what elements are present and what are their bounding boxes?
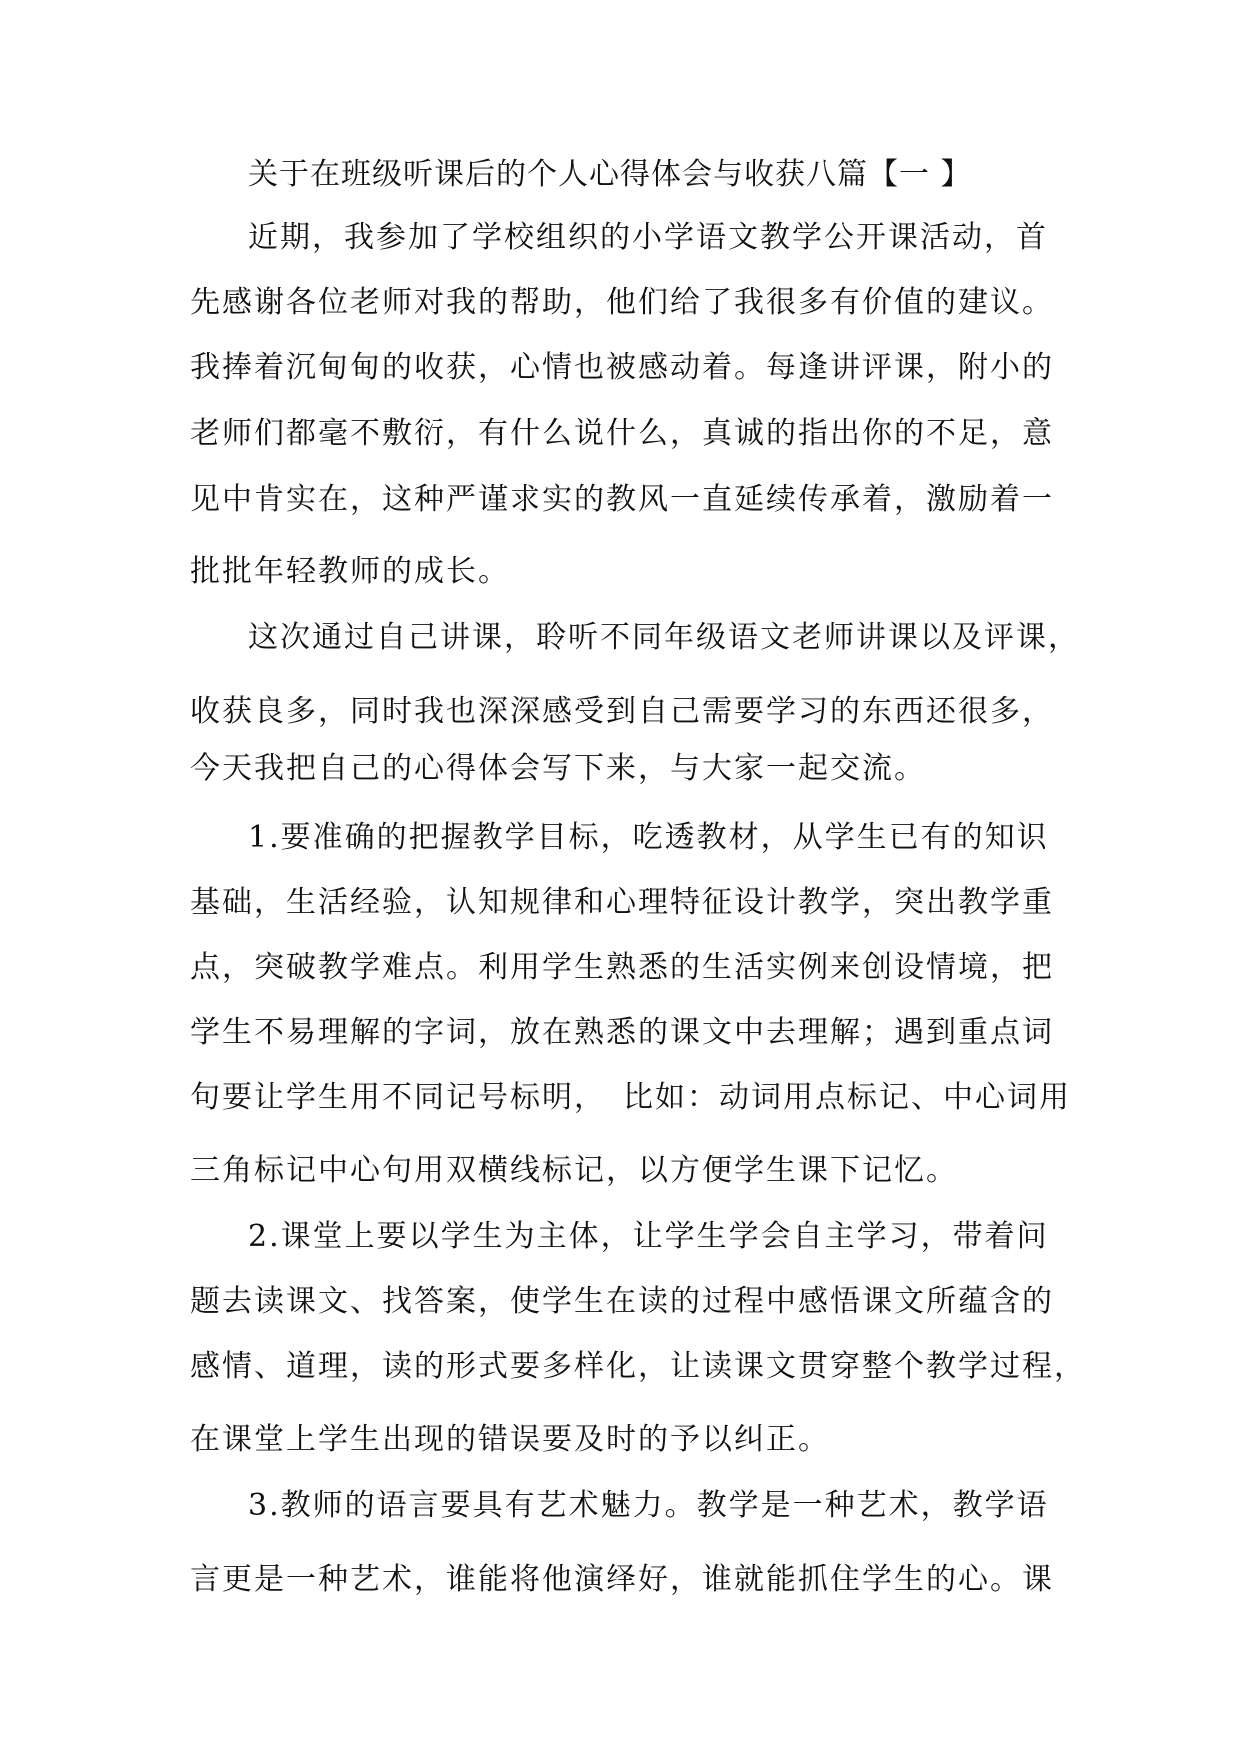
text-line: 近期，我参加了学校组织的小学语文教学公开课活动，首 bbox=[248, 220, 1048, 255]
text-line: 我捧着沉甸甸的收获，心情也被感动着。每逢讲评课，附小的 bbox=[190, 350, 1054, 385]
text-line: 2.课堂上要以学生为主体，让学生学会自主学习，带着问 bbox=[248, 1219, 1049, 1254]
text-line: 3.教师的语言要具有艺术魅力。教学是一种艺术，教学语 bbox=[248, 1488, 1049, 1523]
text-line: 收获良多，同时我也深深感受到自己需要学习的东西还很多， bbox=[190, 694, 1054, 729]
text-line: 今天我把自己的心得体会写下来，与大家一起交流。 bbox=[190, 751, 926, 786]
text-line: 学生不易理解的字词，放在熟悉的课文中去理解；遇到重点词 bbox=[190, 1015, 1054, 1050]
text-line: 见中肯实在，这种严谨求实的教风一直延续传承着，激励着一 bbox=[190, 482, 1054, 517]
text-line: 在课堂上学生出现的错误要及时的予以纠正。 bbox=[190, 1422, 830, 1457]
text-line: 句要让学生用不同记号标明， 比如：动词用点标记、中心词用 bbox=[190, 1080, 1071, 1115]
text-line: 1.要准确的把握教学目标，吃透教材，从学生已有的知识 bbox=[248, 820, 1049, 855]
text-line: 三角标记中心句用双横线标记，以方便学生课下记忆。 bbox=[190, 1153, 958, 1188]
text-line: 老师们都毫不敷衍，有什么说什么，真诚的指出你的不足，意 bbox=[190, 416, 1054, 451]
text-line: 批批年轻教师的成长。 bbox=[190, 554, 510, 589]
text-line: 感情、道理，读的形式要多样化，让读课文贯穿整个教学过程， bbox=[190, 1349, 1086, 1384]
text-line: 点，突破教学难点。利用学生熟悉的生活实例来创设情境，把 bbox=[190, 950, 1054, 985]
text-line: 言更是一种艺术，谁能将他演绎好，谁就能抓住学生的心。课 bbox=[190, 1562, 1054, 1597]
document-title: 关于在班级听课后的个人心得体会与收获八篇【一 】 bbox=[248, 157, 972, 192]
text-line: 基础，生活经验，认知规律和心理特征设计教学，突出教学重 bbox=[190, 885, 1054, 920]
text-line: 题去读课文、找答案，使学生在读的过程中感悟课文所蕴含的 bbox=[190, 1284, 1054, 1319]
text-line: 这次通过自己讲课，聆听不同年级语文老师讲课以及评课， bbox=[248, 620, 1080, 655]
text-line: 先感谢各位老师对我的帮助，他们给了我很多有价值的建议。 bbox=[190, 285, 1054, 320]
